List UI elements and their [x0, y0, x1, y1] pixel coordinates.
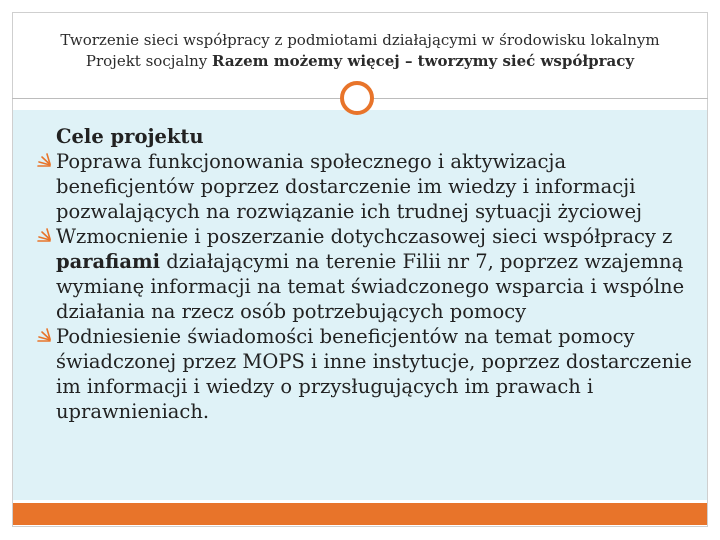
- item-text: Poprawa funkcjonowania społecznego i aktywizacja beneficjentów poprzez dostarczenie im wiedzy i informacji pozwalających na rozwiązanie ich trudnej sytuacji życiowej: [56, 150, 643, 223]
- list-item: [36, 224, 696, 324]
- item-text-bold: parafiami: [56, 250, 161, 273]
- footer-bar: [13, 503, 707, 525]
- item-text: Podniesienie świadomości beneficjentów na temat pomocy świadczonej przez MOPS i inne instytucje, poprzez dostarczenie im informacji i wiedzy o przysługujących im prawach i uprawnieniach.: [56, 325, 692, 423]
- project-name: Razem możemy więcej – tworzymy sieć współpracy: [212, 52, 635, 70]
- title-line-2: [12, 50, 708, 72]
- item-text-before: Wzmocnienie i poszerzanie dotychczasowej sieci współpracy z: [56, 225, 673, 248]
- sun-rays-icon: [36, 327, 52, 343]
- slide-title: [12, 30, 708, 72]
- sun-rays-icon: [36, 152, 52, 168]
- list-item: [36, 149, 696, 224]
- sun-rays-icon: [36, 227, 52, 243]
- title-line-2-prefix: Projekt socjalny: [85, 52, 213, 70]
- item-text-after: działającymi na terenie Filii nr 7, poprzez wzajemną wymianę informacji na temat świadczonego wsparcia i wspólne działania na rzecz osób potrzebujących pomocy: [56, 250, 685, 323]
- decorative-circle-icon: [340, 81, 374, 115]
- section-heading: Cele projektu: [56, 125, 204, 148]
- title-line-1: Tworzenie sieci współpracy z podmiotami działającymi w środowisku lokalnym: [60, 31, 660, 49]
- list-item: [36, 324, 696, 424]
- content-body: [36, 124, 696, 424]
